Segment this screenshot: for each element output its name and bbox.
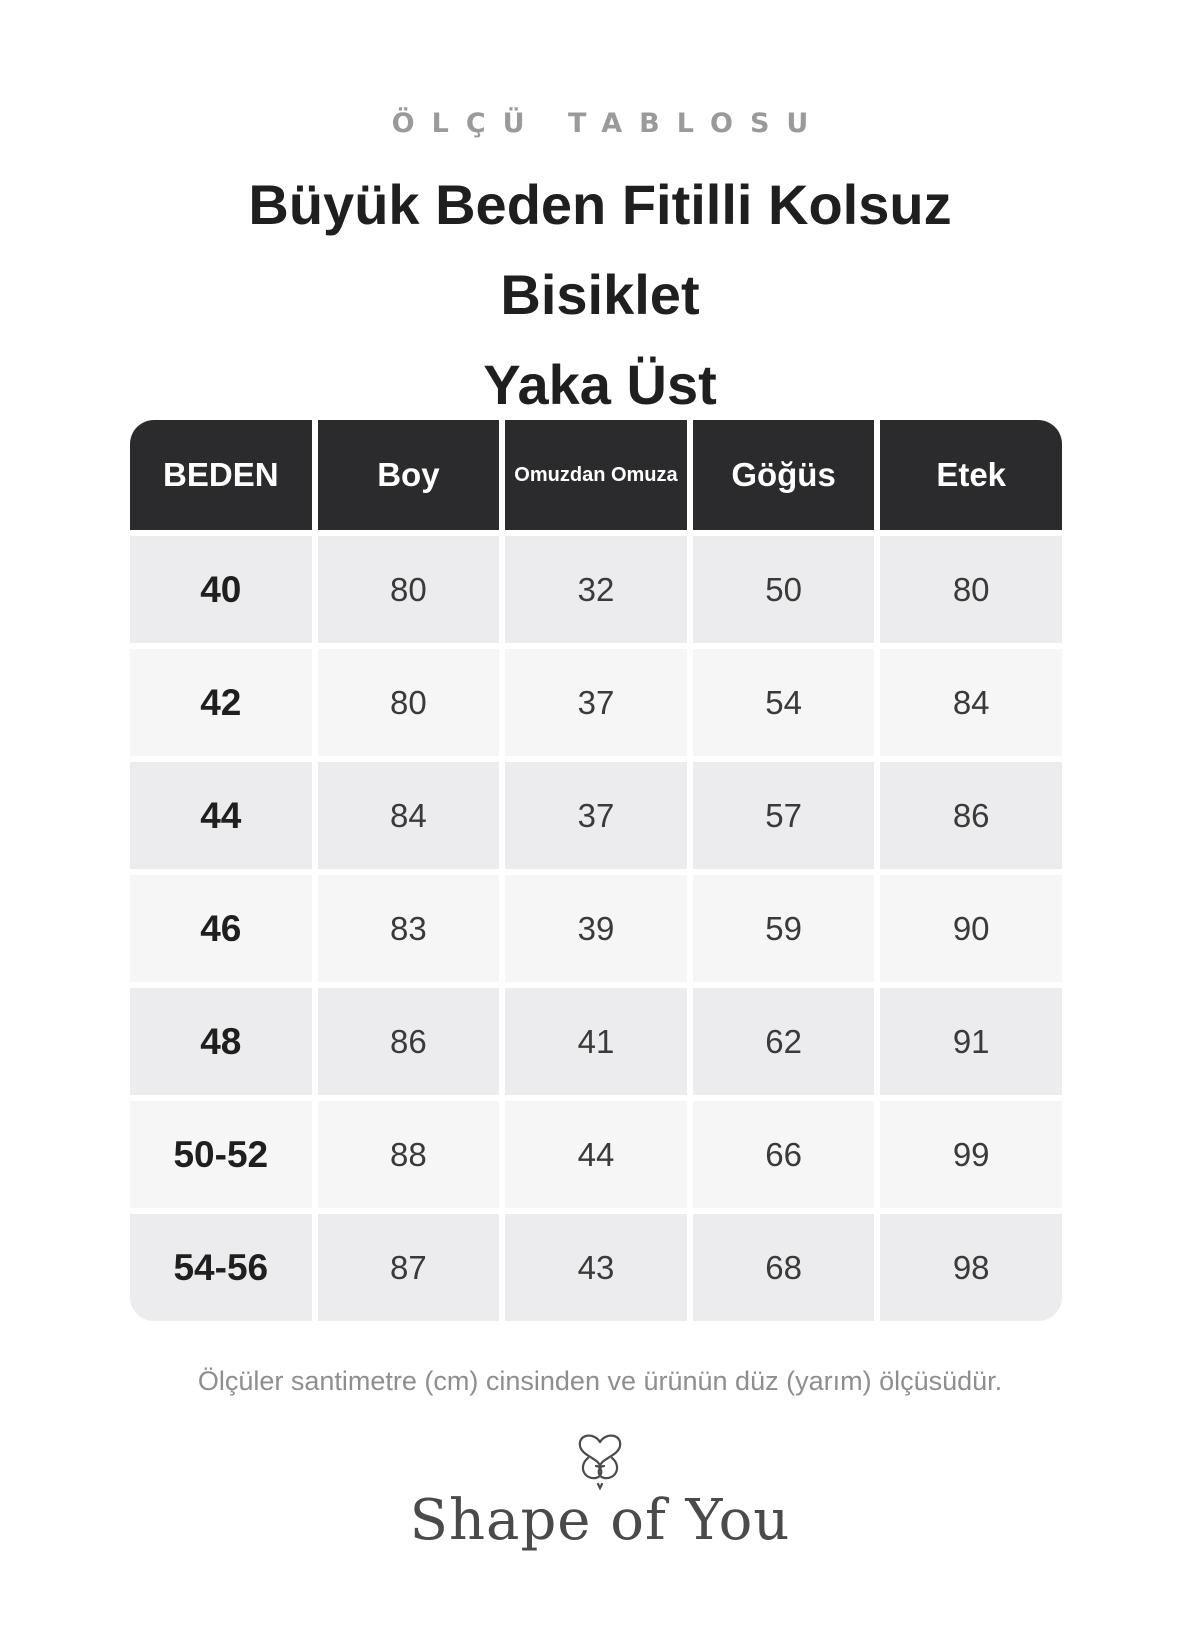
size-cell: 50-52 [130,1101,312,1208]
gogus-cell: 59 [693,875,875,982]
omuz-cell: 41 [505,988,687,1095]
size-cell: 46 [130,875,312,982]
etek-cell: 86 [880,762,1062,869]
table-row [130,649,1062,756]
boy-cell: 80 [318,649,500,756]
omuz-cell: 37 [505,762,687,869]
omuz-cell: 37 [505,649,687,756]
gogus-cell: 57 [693,762,875,869]
boy-cell: 88 [318,1101,500,1208]
gogus-cell: 68 [693,1214,875,1321]
gogus-cell: 62 [693,988,875,1095]
table-header-row [130,420,1062,530]
omuz-cell: 39 [505,875,687,982]
etek-cell: 98 [880,1214,1062,1321]
boy-cell: 80 [318,536,500,643]
boy-cell: 84 [318,762,500,869]
heart-ornament-icon [568,1428,632,1492]
size-cell: 44 [130,762,312,869]
size-cell: 42 [130,649,312,756]
etek-cell: 99 [880,1101,1062,1208]
column-header-gogus: Göğüs [693,420,875,530]
etek-cell: 84 [880,649,1062,756]
column-header-beden: BEDEN [130,420,312,530]
table-row [130,536,1062,643]
boy-cell: 83 [318,875,500,982]
size-cell: 40 [130,536,312,643]
gogus-cell: 50 [693,536,875,643]
table-row [130,1214,1062,1321]
boy-cell: 86 [318,988,500,1095]
table-row [130,1101,1062,1208]
omuz-cell: 44 [505,1101,687,1208]
etek-cell: 90 [880,875,1062,982]
column-header-omuzdan-omuza: Omuzdan Omuza [505,420,687,530]
size-cell: 54-56 [130,1214,312,1321]
gogus-cell: 54 [693,649,875,756]
title-line-2: Yaka Üst [483,353,717,416]
table-row [130,875,1062,982]
column-header-etek: Etek [880,420,1062,530]
measurement-note: Ölçüler santimetre (cm) cinsinden ve ürünün düz (yarım) ölçüsüdür. [197,1366,1003,1396]
column-header-boy: Boy [318,420,500,530]
page-eyebrow: ÖLÇÜ TABLOSU [391,108,826,139]
page-title [150,160,1050,430]
brand-logo-text: Shape of You [409,1488,791,1553]
size-cell: 48 [130,988,312,1095]
etek-cell: 91 [880,988,1062,1095]
table-row [130,762,1062,869]
title-line-1: Büyük Beden Fitilli Kolsuz Bisiklet [248,173,952,326]
boy-cell: 87 [318,1214,500,1321]
omuz-cell: 43 [505,1214,687,1321]
gogus-cell: 66 [693,1101,875,1208]
etek-cell: 80 [880,536,1062,643]
table-row [130,988,1062,1095]
omuz-cell: 32 [505,536,687,643]
size-table [124,414,1068,1327]
